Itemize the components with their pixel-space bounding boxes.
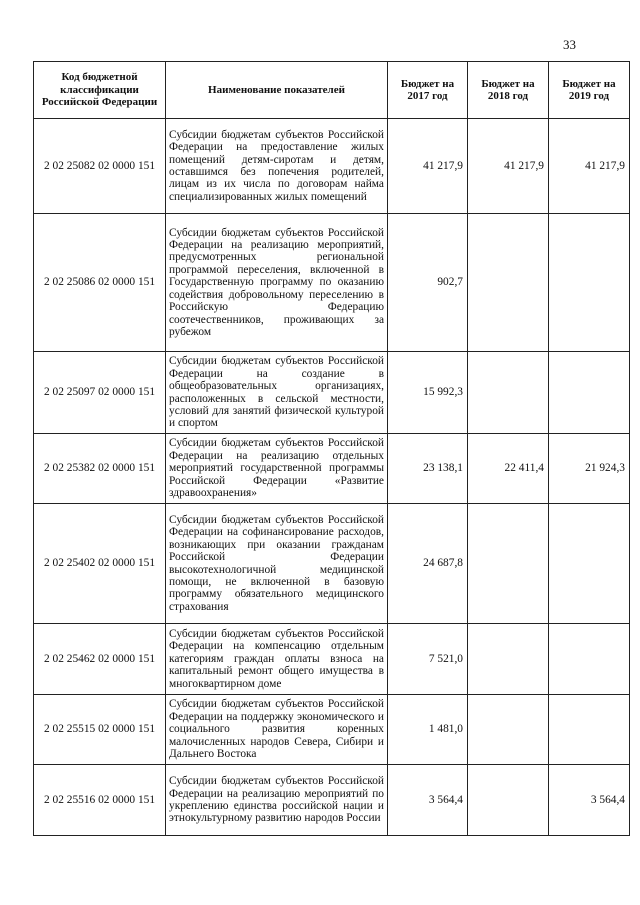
table-header-row (34, 62, 630, 119)
budget-2018 (468, 504, 549, 624)
table-row (34, 765, 630, 836)
budget-2018: 41 217,9 (468, 119, 549, 214)
indicator-name: Субсидии бюджетам субъектов Российской Федерации на реализацию отдельных мероприятий государственной программы Российской Федерации «Развитие здравоохранения» (166, 434, 388, 504)
budget-2019: 3 564,4 (549, 765, 630, 836)
budget-2019 (549, 695, 630, 765)
budget-2017: 41 217,9 (388, 119, 468, 214)
budget-table (33, 61, 630, 836)
budget-2018 (468, 765, 549, 836)
page-number: 33 (563, 37, 576, 52)
budget-code: 2 02 25402 02 0000 151 (34, 504, 166, 624)
table-row (34, 504, 630, 624)
table-row (34, 352, 630, 434)
budget-2019: 21 924,3 (549, 434, 630, 504)
budget-2019: 41 217,9 (549, 119, 630, 214)
budget-2017: 902,7 (388, 214, 468, 352)
budget-2017: 24 687,8 (388, 504, 468, 624)
budget-code: 2 02 25462 02 0000 151 (34, 624, 166, 695)
budget-2019 (549, 504, 630, 624)
header-2018: Бюджет на 2018 год (468, 62, 549, 119)
indicator-name: Субсидии бюджетам субъектов Российской Федерации на поддержку экономического и социального развития коренных малочисленных народов Севера, Сибири и Дальнего Востока (166, 695, 388, 765)
budget-2019 (549, 624, 630, 695)
budget-2018 (468, 214, 549, 352)
indicator-name: Субсидии бюджетам субъектов Российской Федерации на компенсацию отдельным категориям граждан оплаты взноса на капитальный ремонт общего имущества в многоквартирном доме (166, 624, 388, 695)
header-2019: Бюджет на 2019 год (549, 62, 630, 119)
budget-code: 2 02 25082 02 0000 151 (34, 119, 166, 214)
budget-2017: 3 564,4 (388, 765, 468, 836)
budget-2018 (468, 695, 549, 765)
budget-2019 (549, 214, 630, 352)
budget-2017: 7 521,0 (388, 624, 468, 695)
table-row (34, 434, 630, 504)
table-row (34, 119, 630, 214)
budget-2018: 22 411,4 (468, 434, 549, 504)
indicator-name: Субсидии бюджетам субъектов Российской Федерации на реализацию мероприятий по укреплению единства российской нации и этнокультурному развитию народов России (166, 765, 388, 836)
budget-code: 2 02 25515 02 0000 151 (34, 695, 166, 765)
budget-2019 (549, 352, 630, 434)
budget-2018 (468, 624, 549, 695)
table-row (34, 624, 630, 695)
budget-2017: 1 481,0 (388, 695, 468, 765)
budget-2017: 23 138,1 (388, 434, 468, 504)
indicator-name: Субсидии бюджетам субъектов Российской Федерации на создание в общеобразовательных организациях, расположенных в сельской местности, условий для занятий физической культурой и спортом (166, 352, 388, 434)
indicator-name: Субсидии бюджетам субъектов Российской Федерации на софинансирование расходов, возникающих при оказании гражданам Российской Федерации высокотехнологичной медицинской помощи, не включенной в базовую программу обязательного медицинского страхования (166, 504, 388, 624)
budget-2017: 15 992,3 (388, 352, 468, 434)
budget-code: 2 02 25086 02 0000 151 (34, 214, 166, 352)
table-row (34, 214, 630, 352)
budget-2018 (468, 352, 549, 434)
table-row (34, 695, 630, 765)
header-code: Код бюджетной классификации Российской Федерации (34, 62, 166, 119)
header-2017: Бюджет на 2017 год (388, 62, 468, 119)
indicator-name: Субсидии бюджетам субъектов Российской Федерации на предоставление жилых помещений детям-сиротам и детям, оставшимся без попечения родителей, лицам из их числа по договорам найма специализированных жилых помещений (166, 119, 388, 214)
indicator-name: Субсидии бюджетам субъектов Российской Федерации на реализацию мероприятий, предусмотренных региональной программой переселения, включенной в Государственную программу по оказанию содействия добровольному переселению в Российскую Федерацию соотечественников, проживающих за рубежом (166, 214, 388, 352)
header-name: Наименование показателей (166, 62, 388, 119)
budget-code: 2 02 25516 02 0000 151 (34, 765, 166, 836)
budget-code: 2 02 25382 02 0000 151 (34, 434, 166, 504)
budget-code: 2 02 25097 02 0000 151 (34, 352, 166, 434)
